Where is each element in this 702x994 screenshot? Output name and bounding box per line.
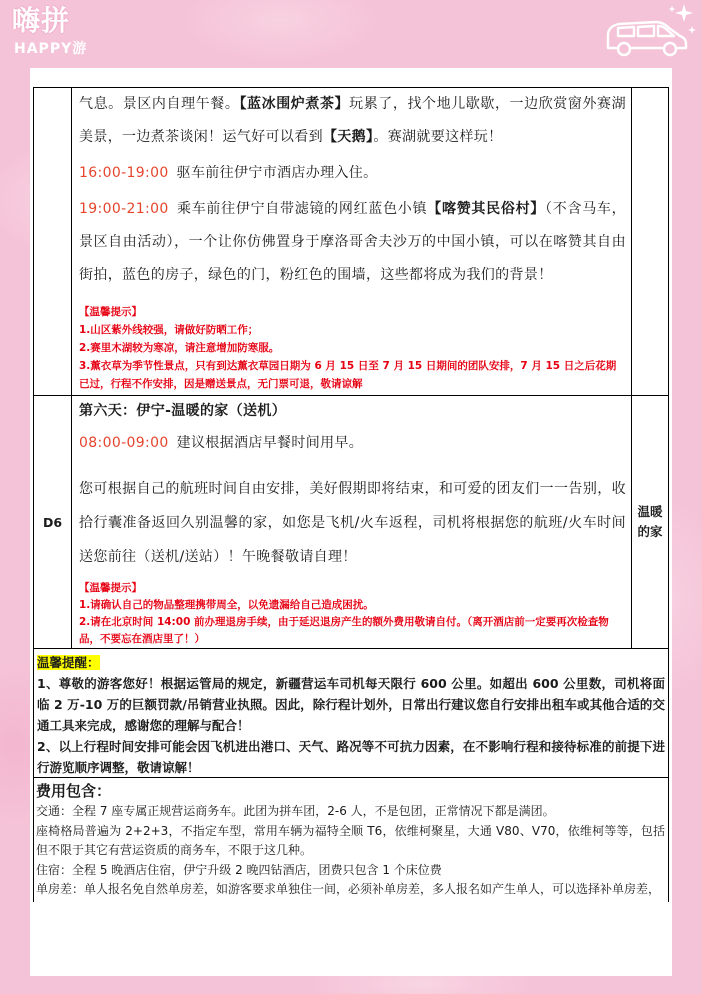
tip-item: 1.请确认自己的物品整理携带周全，以免遗漏给自己造成困扰。 [79, 599, 374, 611]
tip-item: 1.山区紫外线较强，请做好防晒工作； [79, 324, 259, 336]
schedule-entry [79, 193, 626, 292]
highlight-attraction: 【天鹅】 [322, 129, 374, 145]
itinerary-row [33, 87, 669, 395]
fee-item: 座椅格局普遍为 2+2+3，不指定车型，常用车辆为福特全顺 T6，依维柯聚星，大通 V80、V70，依维柯等等，包括但不限于其它有营运资质的商务车，不限于这几种。 [36, 823, 665, 857]
schedule-entry [79, 157, 626, 190]
tips-title: 【温馨提示】 [79, 306, 142, 318]
schedule-entry [79, 427, 626, 460]
tip-item: 2.赛里木湖较为寒凉，请注意增加防寒服。 [79, 342, 280, 354]
schedule-time: 16:00-19:00 [79, 165, 169, 181]
fee-item: 单房差：单人报名免自然单房差，如游客要求单独住一间，必须补单房差，多人报名如产生单人，可以选择补单房差， [36, 882, 661, 896]
intro-text: 玩累了，找个地儿歇歇，一边欣赏窗外赛湖美景，一边煮茶谈闲！运气好可以看到 [79, 96, 626, 145]
fees-block [34, 778, 668, 902]
day-cell [33, 88, 71, 395]
intro-text: 。赛湖就要这样玩！ [373, 129, 503, 145]
schedule-time: 08:00-09:00 [79, 435, 169, 451]
day-content [71, 396, 631, 648]
tip-item: 2.请在北京时间 14:00 前办理退房手续，由于延迟退房产生的额外费用敬请自付。（离开酒店前一定要再次检查物品，不要忘在酒店里了！） [79, 616, 609, 645]
reminder-item: 2、以上行程时间安排可能会因飞机进出港口、天气、路况等不可抗力因素，在不影响行程和接待标准的前提下进行游览顺序调整，敬请谅解！ [37, 739, 665, 775]
day-label: D6 [33, 396, 71, 648]
tips-block [79, 303, 626, 393]
itinerary-row [33, 395, 669, 648]
reminder-block [34, 649, 668, 777]
itinerary-table [33, 87, 669, 902]
intro-paragraph [79, 88, 626, 154]
logo-subtitle: HAPPY游 [14, 41, 88, 57]
schedule-text: 建议根据酒店早餐时间用早。 [176, 435, 364, 451]
day-title: 第六天：伊宁-温暖的家（送机） [79, 403, 287, 419]
schedule-time: 19:00-21:00 [79, 201, 169, 217]
schedule-text: 乘车前往伊宁自带滤镜的网红蓝色小镇 [176, 201, 428, 217]
destination-label: 温暖的家 [631, 396, 669, 648]
intro-text: 气息。景区内自理午餐。 [79, 96, 240, 112]
reminder-row [33, 648, 669, 777]
tip-item: 3.薰衣草为季节性景点，只有到达薰衣草园日期为 6 月 15 日至 7 月 15 日期间的团队安排，7 月 15 日之后花期已过，行程不作安排，因是赠送景点，无门票可退，敬请谅解 [79, 360, 617, 390]
highlight-attraction: 【蓝冰围炉煮茶】 [239, 96, 350, 112]
logo-title: 嗨拼 [12, 4, 71, 37]
tips-block [79, 580, 626, 648]
schedule-text: （不含马车，景区自由活动），一个让你仿佛置身于摩洛哥舍夫沙万的中国小镇，可以在喀赞其自由街拍，蓝色的房子，绿色的门，粉红色的围墙，这些都将成为我们的背景！ [79, 201, 626, 283]
brand-logo [12, 4, 102, 64]
reminder-item: 1、尊敬的游客您好！根据运管局的规定，新疆营运车司机每天限行 600 公里。如超出 600 公里数，司机将面临 2 万-10 万的巨额罚款/吊销营业执照。因此，除行程计划外，日常出行建议您自行安排出租车或其他合适的交通工具来完成，感谢您的理解与配合！ [37, 676, 665, 733]
destination-cell [631, 88, 669, 395]
schedule-text: 驱车前往伊宁市酒店办理入住。 [176, 165, 378, 181]
van-icon [598, 2, 698, 64]
highlight-attraction: 【喀赞其民俗村】 [427, 201, 546, 217]
fees-row [33, 777, 669, 902]
tips-title: 【温馨提示】 [79, 582, 142, 594]
reminder-title-line [37, 652, 665, 673]
fee-item: 交通：全程 7 座专属正规营运商务车。此团为拼车团，2-6 人，不是包团，正常情况下都是满团。 [36, 804, 555, 818]
reminder-title: 温馨提醒： [37, 655, 100, 670]
fee-item: 住宿：全程 5 晚酒店住宿，伊宁升级 2 晚四钻酒店，团费只包含 1 个床位费 [36, 862, 442, 877]
day-paragraph: 您可根据自己的航班时间自由安排，美好假期即将结束，和可爱的团友们一一告别，收拾行囊准备返回久别温馨的家，如您是飞机/火车返程，司机将根据您的航班/火车时间送您前往（送机/送站）！午晚餐敬请自理！ [79, 481, 626, 565]
fees-title: 费用包含： [36, 782, 112, 800]
day-content [71, 88, 631, 395]
